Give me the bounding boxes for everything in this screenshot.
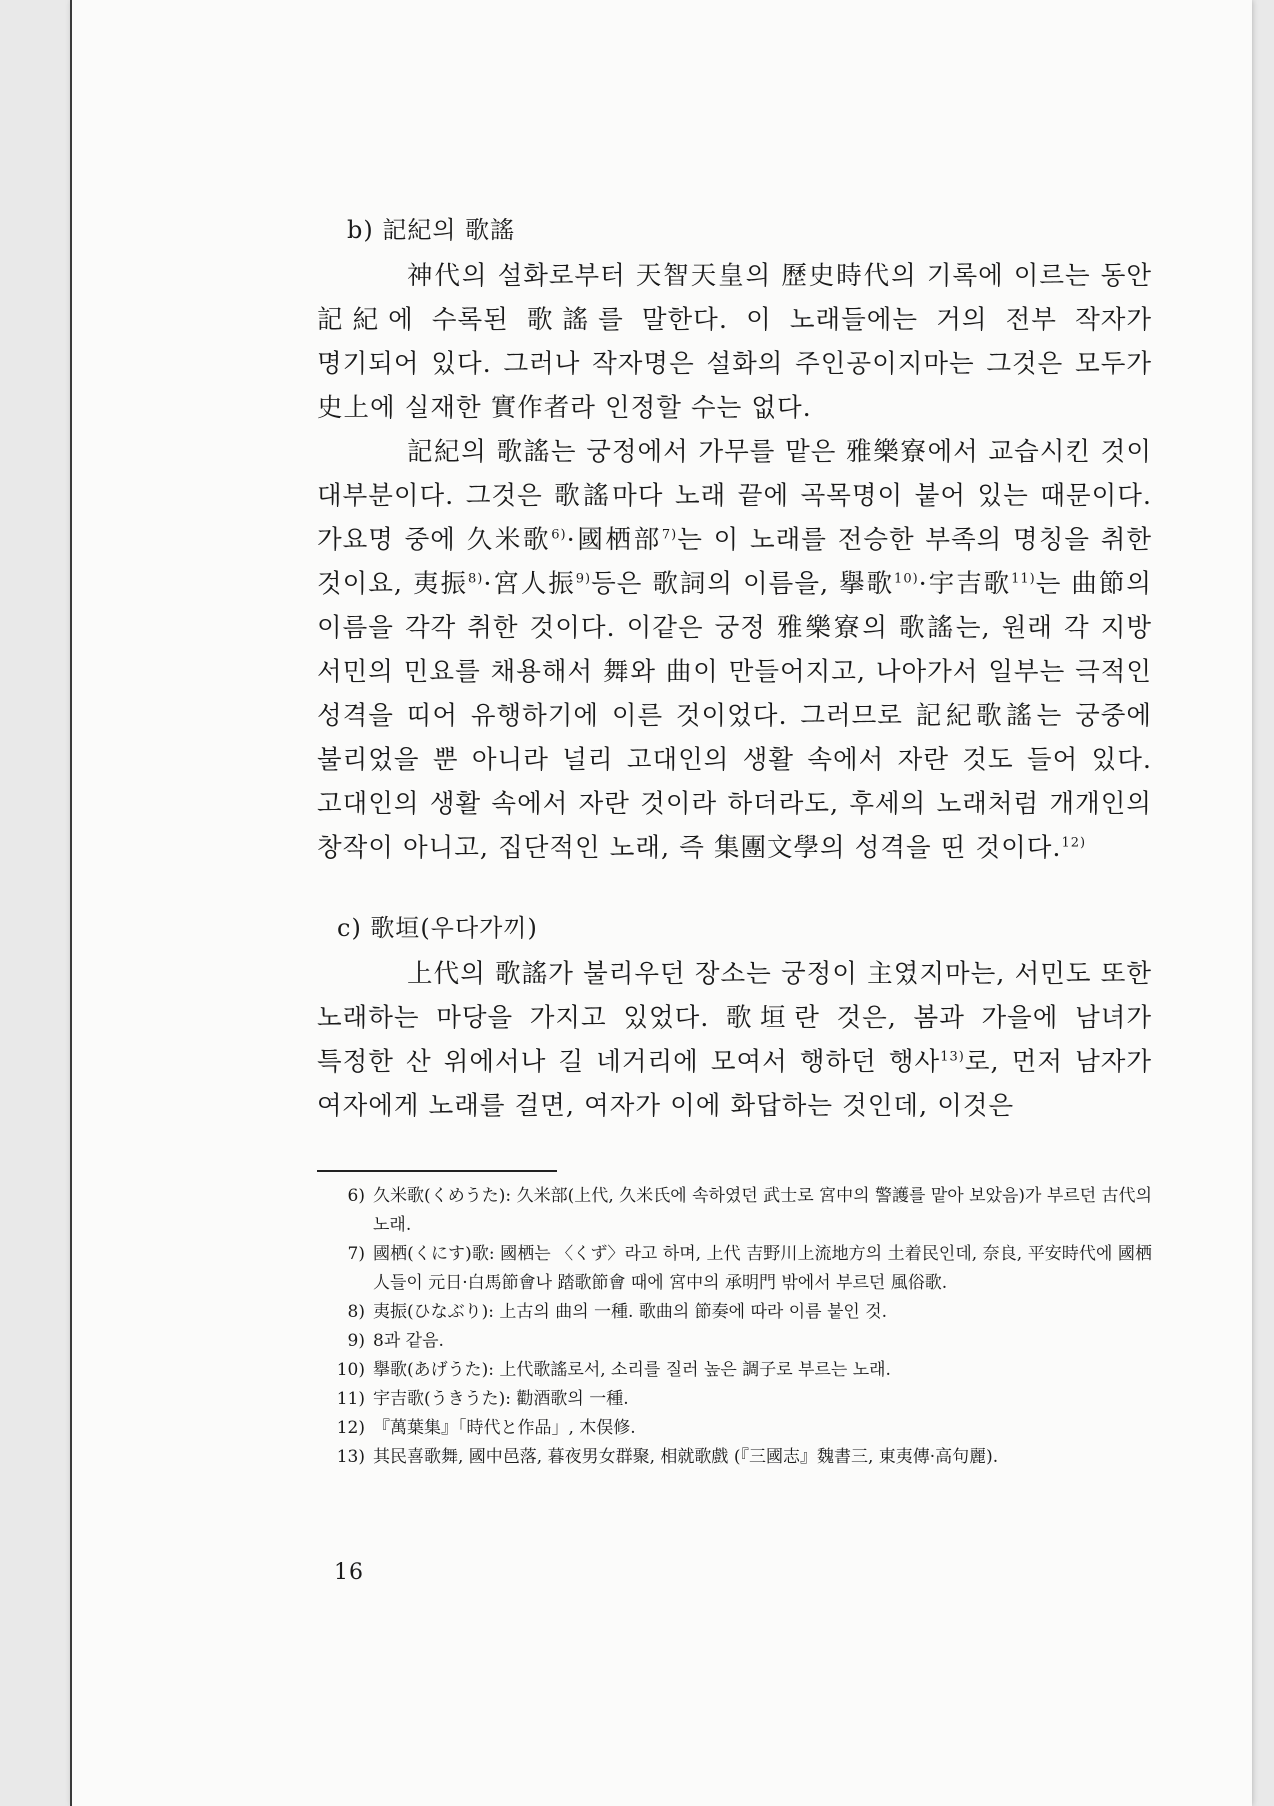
footnote-item: [327, 1443, 1152, 1472]
footnote-text: 其民喜歌舞, 國中邑落, 暮夜男女群聚, 相就歌戲 (『三國志』魏書三, 東夷傳·高句麗).: [373, 1447, 999, 1467]
paragraph-text: 는 曲節의 이름을 각각 취한 것이다. 이같은 궁정 雅樂寮의 歌謠는, 원래 각 지방 서민의 민요를 채용해서 舞와 曲이 만들어지고, 나아가서 일부는 극적인 성격을 띠어 유행하기에 이른 것이었다. 그러므로 記紀歌謠는 궁중에 불리었을 뿐 아니라 널리 고대인의 생활 속에서 자란 것도 들어 있다. 고대인의 생활 속에서 자란 것이라 하더라도, 후세의 노래처럼 개개인의 창작이 아니고, 집단적인 노래, 즉 集團文學의 성격을 띤 것이다.: [317, 569, 1152, 863]
paragraph-text: 는 이 노래를 전승한 부족의 명칭을 취한 것이요, 夷振: [317, 525, 1153, 599]
footnote-reference: 9): [575, 571, 592, 587]
footnote-number: 8): [347, 1302, 365, 1322]
paragraph-text: ·宮人振: [483, 569, 576, 599]
footnote-item: [327, 1385, 1152, 1414]
footnote-text: 國栖(くにす)歌: 國栖는 〈くず〉라고 하며, 上代 吉野川上流地方의 土着民인데, 奈良, 平安時代에 國栖人들이 元日·白馬節會나 踏歌節會 때에 宮中의 承明門 밖에서 부르던 風俗歌.: [373, 1244, 1152, 1293]
footnotes: [247, 1182, 1152, 1472]
footnote-text: 『萬葉集』「時代と作品」, 木俣修.: [373, 1418, 636, 1438]
footnote-number: 11): [336, 1389, 365, 1409]
footnote-item: [327, 1182, 1152, 1240]
footnote-reference: 11): [1011, 571, 1036, 587]
footnote-divider: [317, 1170, 557, 1172]
paragraph-text: ·宇吉歌: [918, 569, 1012, 599]
footnote-reference: 13): [940, 1049, 965, 1065]
paragraph: [247, 430, 1152, 870]
footnote-number: 10): [336, 1360, 365, 1380]
page-content: [247, 210, 1152, 1472]
paragraph-text: 神代의 설화로부터 天智天皇의 歷史時代의 기록에 이르는 동안 記紀에 수록된 歌謠를 말한다. 이 노래들에는 거의 전부 작자가 명기되어 있다. 그러나 작자명은 설화의 주인공이지마는 그것은 모두가 史上에 실재한 實作者라 인정할 수는 없다.: [317, 261, 1152, 423]
footnote-number: 12): [336, 1418, 365, 1438]
paragraph-text: ·國栖部: [566, 525, 662, 555]
page-number: 16: [334, 1560, 364, 1585]
book-page: [72, 0, 1252, 1806]
footnote-reference: 12): [1061, 835, 1087, 851]
footnote-reference: 7): [661, 527, 678, 543]
section-c-body: [247, 952, 1152, 1128]
footnote-item: [327, 1298, 1152, 1327]
footnote-text: 擧歌(あげうた): 上代歌謠로서, 소리를 질러 높은 調子로 부르는 노래.: [373, 1360, 891, 1380]
section-b-body: [247, 254, 1152, 870]
footnote-reference: 10): [894, 571, 919, 587]
footnote-item: [327, 1356, 1152, 1385]
footnote-number: 9): [347, 1331, 365, 1351]
footnote-text: 宇吉歌(うきうた): 勸酒歌의 一種.: [373, 1389, 629, 1409]
paragraph-text: 上代의 歌謠가 불리우던 장소는 궁정이 主였지마는, 서민도 또한 노래하는 마당을 가지고 있었다. 歌垣란 것은, 봄과 가을에 남녀가 특정한 산 위에서나 길 네거리에 모여서 행하던 행사: [317, 959, 1152, 1077]
footnote-number: 7): [347, 1244, 365, 1264]
paragraph: [247, 952, 1152, 1128]
footnote-number: 13): [336, 1447, 365, 1467]
footnote-text: 久米歌(くめうた): 久米部(上代, 久米氏에 속하였던 武士로 宮中의 警護를 맡아 보았음)가 부르던 古代의 노래.: [373, 1186, 1152, 1235]
paragraph-text: 記紀의 歌謠는 궁정에서 가무를 맡은 雅樂寮에서 교습시킨 것이 대부분이다. 그것은 歌謠마다 노래 끝에 곡목명이 붙어 있는 때문이다. 가요명 중에 久米歌: [317, 437, 1152, 555]
footnote-number: 6): [347, 1186, 365, 1206]
footnote-item: [327, 1240, 1152, 1298]
footnote-reference: 8): [467, 571, 484, 587]
footnote-item: [327, 1414, 1152, 1443]
paragraph: [247, 254, 1152, 430]
footnote-reference: 6): [551, 527, 567, 543]
footnote-text: 8과 같음.: [373, 1331, 444, 1351]
paragraph-text: 로, 먼저 남자가 여자에게 노래를 걸면, 여자가 이에 화답하는 것인데, 이것은: [317, 1047, 1152, 1121]
footnote-item: [327, 1327, 1152, 1356]
section-b-heading: b) 記紀의 歌謠: [347, 216, 516, 244]
footnote-text: 夷振(ひなぶり): 上古의 曲의 一種. 歌曲의 節奏에 따라 이름 붙인 것.: [373, 1302, 888, 1322]
section-c-heading: c) 歌垣(우다가끼): [337, 914, 538, 942]
paragraph-text: 등은 歌詞의 이름을, 擧歌: [591, 569, 895, 599]
